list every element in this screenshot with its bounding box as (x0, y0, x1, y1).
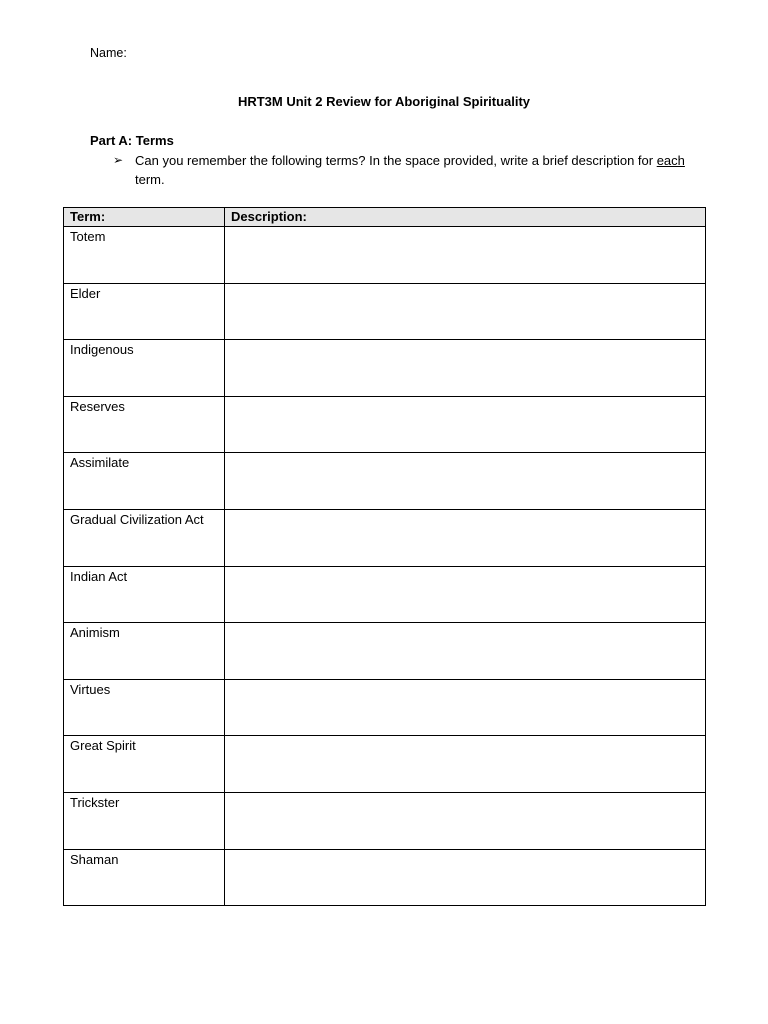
instruction-text-before: Can you remember the following terms? In the space provided, write a brief description for (135, 153, 657, 168)
term-cell: Assimilate (64, 453, 225, 510)
term-cell: Animism (64, 623, 225, 680)
table-row (64, 792, 706, 849)
instruction-text-emphasis: each (656, 153, 685, 168)
description-cell[interactable] (225, 227, 706, 284)
description-cell[interactable] (225, 340, 706, 397)
description-column-header: Description: (225, 208, 706, 227)
arrow-bullet-icon: ➢ (113, 153, 124, 167)
term-cell: Shaman (64, 849, 225, 906)
instruction-text-after: term. (135, 172, 165, 187)
term-cell: Trickster (64, 792, 225, 849)
table-row (64, 623, 706, 680)
term-cell: Virtues (64, 679, 225, 736)
table-row (64, 736, 706, 793)
table-row (64, 283, 706, 340)
term-cell: Gradual Civilization Act (64, 509, 225, 566)
table-row (64, 453, 706, 510)
description-cell[interactable] (225, 792, 706, 849)
instruction-bullet (113, 151, 693, 189)
description-cell[interactable] (225, 849, 706, 906)
description-cell[interactable] (225, 453, 706, 510)
table-header-row (64, 208, 706, 227)
term-cell: Great Spirit (64, 736, 225, 793)
table-row (64, 396, 706, 453)
description-cell[interactable] (225, 736, 706, 793)
instruction-text (135, 151, 693, 189)
description-cell[interactable] (225, 566, 706, 623)
term-cell: Indigenous (64, 340, 225, 397)
description-cell[interactable] (225, 283, 706, 340)
table-row (64, 849, 706, 906)
description-cell[interactable] (225, 679, 706, 736)
term-cell: Indian Act (64, 566, 225, 623)
page-title: HRT3M Unit 2 Review for Aboriginal Spirituality (237, 94, 531, 109)
term-cell: Reserves (64, 396, 225, 453)
term-column-header: Term: (64, 208, 225, 227)
table-row (64, 566, 706, 623)
term-cell: Elder (64, 283, 225, 340)
description-cell[interactable] (225, 396, 706, 453)
part-a-heading: Part A: Terms (90, 133, 174, 148)
term-cell: Totem (64, 227, 225, 284)
table-row (64, 509, 706, 566)
table-row (64, 679, 706, 736)
terms-table (63, 207, 706, 906)
table-row (64, 227, 706, 284)
description-cell[interactable] (225, 623, 706, 680)
table-row (64, 340, 706, 397)
description-cell[interactable] (225, 509, 706, 566)
name-label: Name: (90, 46, 127, 60)
